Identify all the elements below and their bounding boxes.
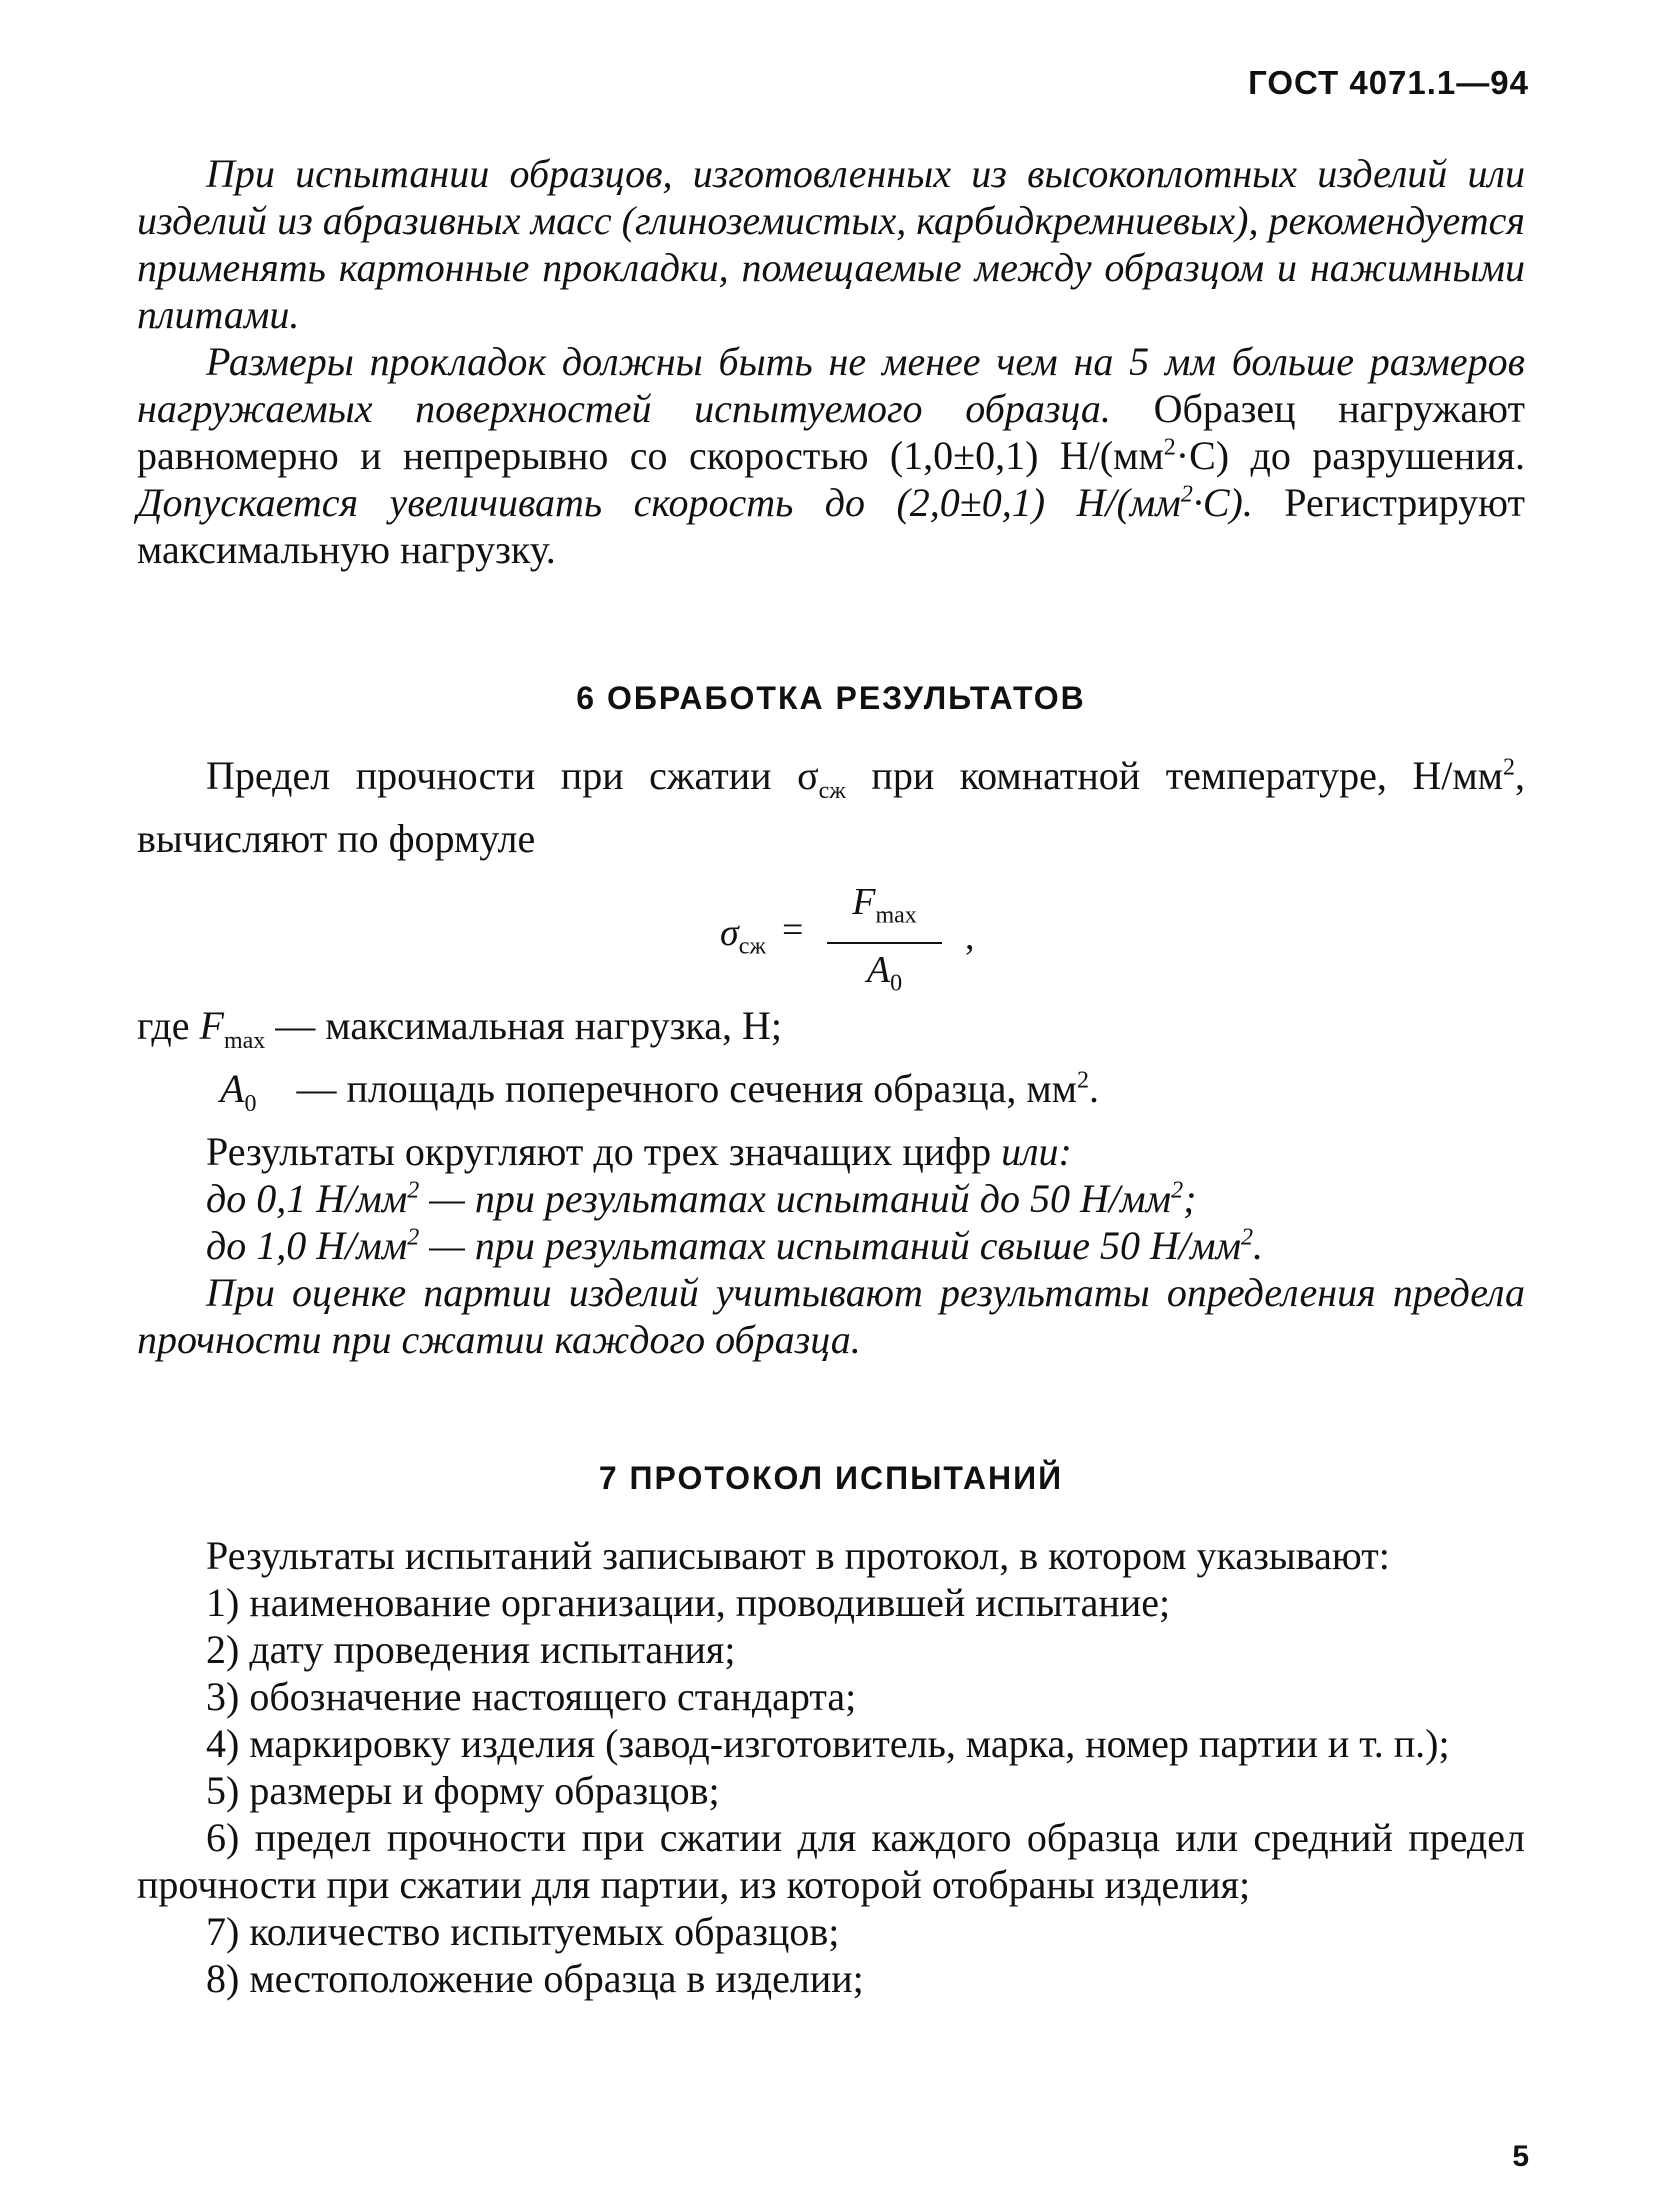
intro-paragraph-1: При испытании образцов, изготовленных из высокоплотных изделий или изделий из абразивных масс (глиноземистых, карбидкремниевых), рекомендуется применять картонные прокладки, помещаемые между образцом и нажимными плитами.: [137, 151, 1525, 337]
rule-1-c: ;: [1183, 1176, 1197, 1221]
strength-text: Предел прочности при сжатии σ: [206, 753, 819, 798]
rounding-line: [137, 1128, 1525, 1175]
superscript: 2: [407, 1177, 420, 1204]
fraction-bar: [827, 942, 942, 944]
rounding-rule-1: [137, 1175, 1525, 1222]
superscript: 2: [407, 1224, 420, 1251]
allowed-speed-text: Допускается увеличивать скорость до (2,0±0,1) Н/(мм: [137, 480, 1181, 525]
where-symbol-f: F: [199, 1003, 224, 1048]
section-7-heading: 7 ПРОТОКОЛ ИСПЫТАНИЙ: [598, 1460, 1064, 1496]
formula-denominator: [827, 948, 942, 1006]
rounding-text: Результаты округляют до трех значащих цифр: [206, 1129, 992, 1174]
protocol-items-list: [137, 1579, 1525, 2002]
document-header: ГОСТ 4071.1—94: [1248, 64, 1529, 101]
where-line-2: [137, 1065, 1525, 1128]
rule-2-b: — при результатах испытаний свыше 50 Н/мм: [419, 1223, 1241, 1268]
list-item: 6) предел прочности при сжатии для каждого образца или средний предел прочности при сжатии для партии, из которой отобраны изделия;: [137, 1815, 1525, 1907]
formula-equals: =: [782, 909, 804, 951]
section-7-intro: Результаты испытаний записывают в протокол, в котором указывают:: [206, 1533, 1390, 1578]
list-item: 1) наименование организации, проводившей испытание;: [206, 1580, 1171, 1625]
formula-lhs: [720, 910, 766, 971]
list-item: 7) количество испытуемых образцов;: [206, 1909, 840, 1954]
rule-1-b: — при результатах испытаний до 50 Н/мм: [419, 1176, 1172, 1221]
formula-sigma: σ: [720, 912, 739, 954]
section-6-paragraph: [137, 752, 1525, 862]
superscript: 2: [1076, 1067, 1089, 1094]
strength-text-end: , вычисляют по формуле: [137, 753, 1525, 861]
page-number: 5: [1512, 2140, 1529, 2173]
list-item: 2) дату проведения испытания;: [206, 1627, 736, 1672]
assessment-paragraph: При оценке партии изделий учитывают результаты определения предела прочности при сжатии каждого образца.: [137, 1270, 1525, 1362]
superscript: 2: [1171, 1177, 1184, 1204]
rule-2-c: .: [1253, 1223, 1263, 1268]
list-item: 5) размеры и форму образцов;: [206, 1768, 720, 1813]
formula-a: A: [866, 948, 891, 991]
section-6-heading: 6 ОБРАБОТКА РЕЗУЛЬТАТОВ: [576, 680, 1086, 716]
loading-text-end: ·С) до разрушения.: [1175, 433, 1525, 478]
page-content: [137, 150, 1525, 2002]
rule-2-a: до 1,0 Н/мм: [206, 1223, 408, 1268]
subscript: max: [223, 1028, 266, 1054]
list-item: 3) обозначение настоящего стандарта;: [206, 1674, 857, 1719]
subscript: сж: [818, 778, 846, 804]
where-def-2: — площадь поперечного сечения образца, мм: [296, 1066, 1077, 1111]
superscript: 2: [1503, 754, 1515, 781]
formula-f: F: [852, 881, 876, 923]
superscript: 2: [1163, 434, 1176, 461]
allowed-speed-end: ·С).: [1192, 480, 1253, 525]
formula: [137, 880, 1525, 997]
where-word: где: [137, 1003, 190, 1048]
formula-numerator: [827, 880, 942, 938]
formula-numerator-subscript: max: [875, 902, 917, 929]
where-def-2-end: .: [1088, 1066, 1099, 1111]
rounding-or: или:: [1001, 1129, 1072, 1174]
strength-text-mid: при комнатной температуре, Н/мм: [845, 753, 1503, 798]
register-text: Регистрируют максимальную нагрузку.: [137, 480, 1526, 572]
where-symbol-a: A: [220, 1066, 245, 1111]
subscript: 0: [244, 1091, 257, 1117]
rounding-rule-2: [137, 1222, 1525, 1269]
intro-paragraph-2: [137, 338, 1525, 573]
spacer-size-text: Размеры прокладок должны быть не менее чем на 5 мм больше размеров нагружаемых поверхностей испытуемого образца.: [137, 339, 1525, 431]
superscript: 2: [1180, 481, 1193, 508]
formula-comma: ,: [965, 916, 975, 958]
rule-1-a: до 0,1 Н/мм: [206, 1176, 408, 1221]
where-def-1: — максимальная нагрузка, Н;: [275, 1003, 783, 1048]
formula-denominator-subscript: 0: [890, 970, 903, 997]
list-item: 8) местоположение образца в изделии;: [206, 1956, 864, 2001]
loading-text: Образец нагружают равномерно и непрерывно со скоростью (1,0±0,1) Н/(мм: [137, 386, 1525, 478]
formula-lhs-subscript: сж: [738, 933, 766, 960]
list-item: 4) маркировку изделия (завод-изготовитель, марка, номер партии и т. п.);: [206, 1721, 1450, 1766]
where-line-1: [137, 1002, 1525, 1065]
formula-fraction: [827, 880, 942, 1005]
superscript: 2: [1241, 1224, 1253, 1251]
